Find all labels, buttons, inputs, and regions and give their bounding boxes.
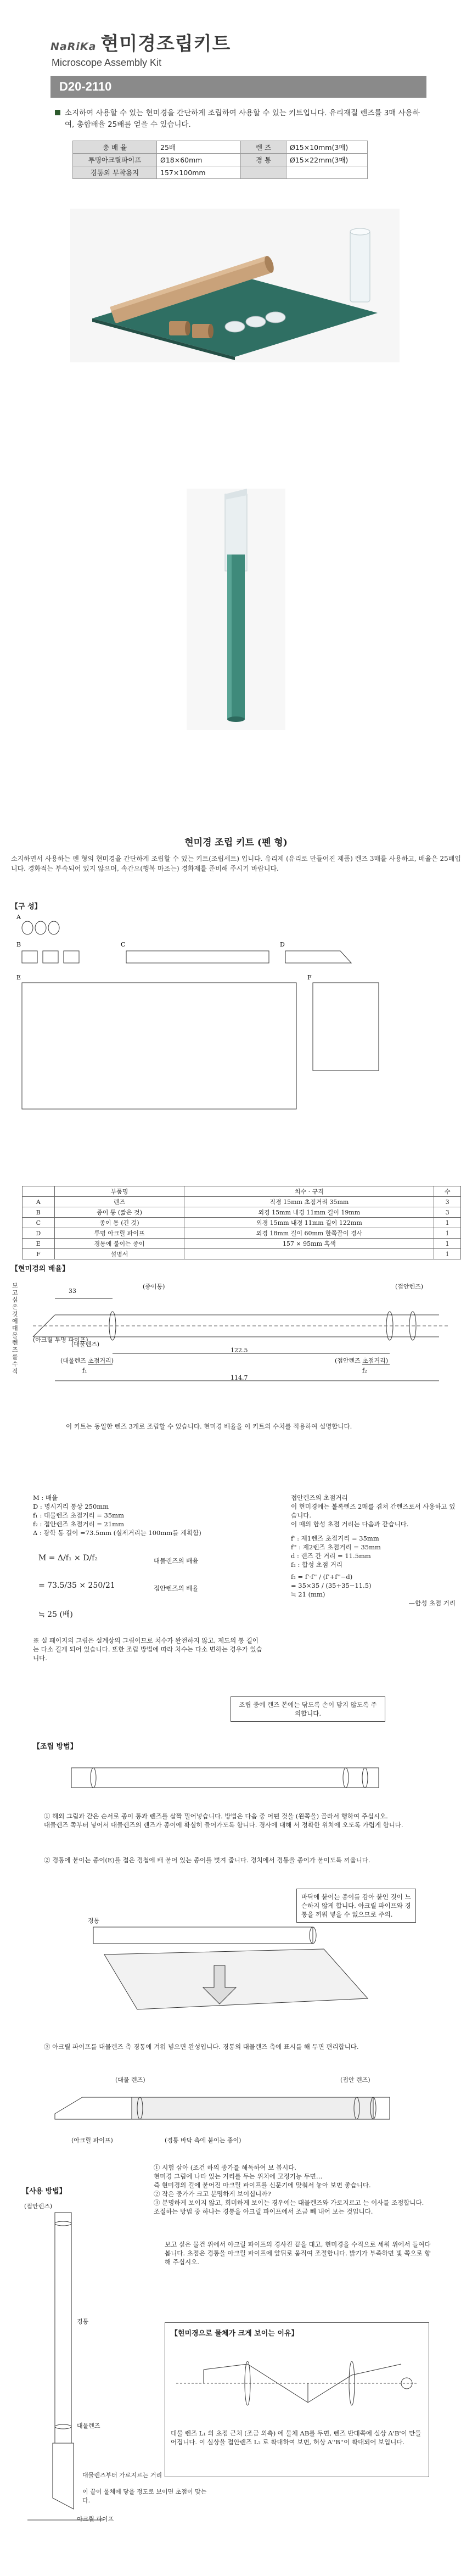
usage-label-eyepiece: (접안렌즈) xyxy=(24,2203,53,2210)
optics-box-text: 대물 렌즈 L₁ 의 초점 근처 (조금 외측) 에 물체 AB를 두면, 렌즈 반대쪽에 실상 A'B'이 만들어집니다. 이 실상을 접안렌즈 L₂ 로 확대하여 보면, 허상 A''B''이 확대되어 보입니다. xyxy=(171,2429,422,2446)
spec-table xyxy=(72,141,368,179)
formula-def-line: f₁ : 대물렌즈 초점거리 = 35mm xyxy=(33,1511,124,1519)
parts-cell: E xyxy=(23,1239,55,1249)
parts-cell xyxy=(184,1249,434,1259)
parts-table-header xyxy=(23,1186,461,1197)
parts-cell: 3 xyxy=(434,1207,461,1218)
caution-box: 조립 중에 렌즈 본에는 닦도록 손이 닿지 않도록 주의합니다. xyxy=(231,1696,385,1722)
assembled-illustration xyxy=(49,2081,423,2141)
glue-callout: 바닥에 붙이는 종이를 감아 붙인 것이 느슨하지 않게 합니다. 아크릴 파이프와 경통을 끼워 넣을 수 없으므로 주의. xyxy=(296,1889,416,1923)
spec-row xyxy=(73,141,368,154)
spec-key xyxy=(241,166,286,179)
parts-cell: C xyxy=(23,1218,55,1228)
spec-key: 총 배 율 xyxy=(73,141,157,154)
spec-key: 투명아크릴파이프 xyxy=(73,154,157,166)
spec-value: Ø15×10mm(3매) xyxy=(286,141,368,154)
usage-microscope-illustration xyxy=(22,2202,110,2531)
assembly-step2-illustration xyxy=(82,1905,390,2026)
parts-cell: 1 xyxy=(434,1249,461,1259)
product-description xyxy=(55,108,423,131)
formula-right-line: 접안렌즈의 초점거리 xyxy=(291,1494,348,1502)
table-row xyxy=(23,1207,461,1218)
parts-cell: 종이 통 (짧은 것) xyxy=(54,1207,184,1218)
brand-logo: NaRiKa xyxy=(50,41,97,53)
usage-label-pipe: 아크릴 파이프 xyxy=(77,2516,114,2523)
product-name: 현미경조립키트 xyxy=(100,33,231,55)
label-obj-step3: (대물 렌즈) xyxy=(115,2076,145,2084)
parts-col-header: 부품명 xyxy=(54,1186,184,1197)
svg-text:E: E xyxy=(16,974,21,981)
step1b-text: 대물렌즈 쪽부터 넣어서 대물렌즈의 렌즈가 종이에 확실히 들어가도록 합니다. 경사에 대해 서 정확한 위치에 오도록 가렵게 합니다. xyxy=(44,1821,403,1829)
usage-note-focus: 이 끝이 물체에 닿을 정도로 보이면 초점이 맞는다. xyxy=(82,2488,207,2504)
composition-header: 【구 성】 xyxy=(11,903,42,911)
table-row xyxy=(23,1197,461,1207)
parts-illustration xyxy=(11,911,461,1175)
parts-cell: 1 xyxy=(434,1218,461,1228)
diagram-header: 【현미경의 배율】 xyxy=(11,1265,69,1273)
label-pipe: (아크릴 투명 파이프) xyxy=(33,1336,88,1343)
assembled-microscope-photo xyxy=(187,489,285,730)
parts-cell: B xyxy=(23,1207,55,1218)
parts-cell: D xyxy=(23,1228,55,1239)
usage-label-tube: 경통 xyxy=(77,2318,89,2325)
spec-value: 25배 xyxy=(157,141,241,154)
parts-cell: 직경 15mm 초점거리 35mm xyxy=(184,1197,434,1207)
label-eyepiece: (접안렌즈) xyxy=(395,1283,424,1290)
usage-note-distance: 대물렌즈부터 가로지르는 거리 xyxy=(82,2472,162,2479)
formula-right-line: d : 렌즈 간 거리 = 11.5mm xyxy=(291,1552,371,1560)
parts-cell: 투명 아크릴 파이프 xyxy=(54,1228,184,1239)
parts-cell: 설명서 xyxy=(54,1249,184,1259)
usage-right-text: 보고 싶은 물건 위에서 아크릴 파이프의 경사진 끝을 대고, 현미경을 수직으로 세워 위에서 들여다봅니다. 초점은 경통을 아크릴 파이프에 앞뒤로 움직여 조절합니다. 밝기가 부족하면 빛 쪽으로 향해 주십시오. xyxy=(165,2241,431,2266)
optics-explanation-box xyxy=(165,2322,429,2477)
table-row xyxy=(23,1218,461,1228)
label-pipe-step3: (아크릴 파이프) xyxy=(71,2137,113,2144)
formula-eyepiece-block xyxy=(291,1493,456,1608)
table-row xyxy=(23,1228,461,1239)
product-code-bar: D20-2110 xyxy=(50,76,426,98)
parts-col-header: 치수 · 규격 xyxy=(184,1186,434,1197)
parts-cell: 외경 18mm 길이 60mm 한쪽끝이 경사 xyxy=(184,1228,434,1239)
parts-table xyxy=(22,1186,461,1259)
table-row xyxy=(23,1249,461,1259)
doc-title: 현미경 조립 키트 (펜 형) xyxy=(184,837,288,848)
usage-line: 즉 현미경의 길에 붙어진 아크릴 파이프를 신문기에 맞춰서 놓아 보면 좋습니다. xyxy=(154,2181,371,2189)
formula-right-line: —합성 초점 거리 xyxy=(408,1599,456,1607)
formula-calc: = 73.5/35 × 250/21 xyxy=(38,1581,115,1590)
label-d2: 122.5 xyxy=(231,1347,248,1354)
formula-label-objective: 대물렌즈의 배율 xyxy=(154,1557,199,1565)
assembly-step3: ③ 아크릴 파이프를 대물렌즈 측 경통에 겨워 넣으면 완성입니다. 경통의 대물렌즈 측에 표시를 해 두면 편리합니다. xyxy=(44,2043,359,2051)
usage-steps xyxy=(154,2163,439,2216)
svg-text:C: C xyxy=(121,941,126,948)
spec-value xyxy=(286,166,368,179)
spec-key: 경통외 부착용지 xyxy=(73,166,157,179)
parts-cell: 3 xyxy=(434,1197,461,1207)
kit-parts-photo xyxy=(70,209,400,362)
optics-ray-diagram xyxy=(171,2342,423,2424)
formula-label-eyepiece: 접안렌즈의 배율 xyxy=(154,1584,199,1592)
bullet-icon xyxy=(55,110,60,115)
parts-cell: 외경 15mm 내경 11mm 길이 19mm xyxy=(184,1207,434,1218)
formula-right-line: ≒ 21 (mm) xyxy=(291,1591,325,1598)
usage-line: ③ 분명하게 보이지 않고, 희미하게 보이는 경우에는 대물렌즈와 가로지르고 는 이사를 조정합니다. xyxy=(154,2199,424,2207)
formula-def-line: Δ : 광학 통 길이 =73.5mm (실제거리는 100mm를 계획함) xyxy=(33,1529,201,1537)
parts-cell: 렌즈 xyxy=(54,1197,184,1207)
usage-line: 현미경 그림에 나타 있는 거리를 두는 위치에 고정기능 두면… xyxy=(154,2172,323,2180)
parts-cell: 경통에 붙이는 종이 xyxy=(54,1239,184,1249)
usage-label-objective: 대물렌즈 xyxy=(77,2422,100,2429)
parts-col-header xyxy=(23,1186,55,1197)
parts-cell: F xyxy=(23,1249,55,1259)
formula-right-line: = 35×35 / (35+35−11.5) xyxy=(291,1582,372,1589)
formula-right-line: 이 현미경에는 볼록렌즈 2매를 겹쳐 간렌즈로서 사용하고 있습니다. xyxy=(291,1503,456,1519)
assembly-step1 xyxy=(44,1812,428,1829)
svg-text:D: D xyxy=(280,941,285,948)
product-title xyxy=(50,29,231,55)
formula-right-line: f'' : 제2렌즈 초점거리 = 35mm xyxy=(291,1543,381,1551)
usage-line: ① 시험 삼아 (조건 하의 종가를 해독하여 보 봅시다. xyxy=(154,2164,296,2171)
svg-text:B: B xyxy=(16,941,21,948)
usage-line: ② 작은 중가가 크고 분명하게 보이십니까? xyxy=(154,2190,271,2198)
table-row xyxy=(23,1239,461,1249)
spec-value: Ø15×22mm(3매) xyxy=(286,154,368,166)
parts-cell: 1 xyxy=(434,1228,461,1239)
product-subtitle: Microscope Assembly Kit xyxy=(52,57,162,68)
label-obj-focal: (대물렌즈 초점거리) xyxy=(60,1357,114,1364)
formula-right-line: 이 때의 합성 초점 거리는 다음과 같습니다. xyxy=(291,1520,409,1528)
label-eye-focal: (접안렌즈 초점거리) xyxy=(335,1357,389,1364)
parts-cell: 외경 15mm 내경 11mm 길이 122mm xyxy=(184,1218,434,1228)
formula-main: M = Δ/f₁ × D/f₂ xyxy=(38,1554,98,1563)
assembly-header: 【조립 방법】 xyxy=(33,1743,77,1751)
parts-cell: 1 xyxy=(434,1239,461,1249)
label-f1: f₁ xyxy=(82,1367,87,1374)
svg-text:F: F xyxy=(307,974,312,981)
label-objective-lens: (대물렌즈) xyxy=(71,1341,100,1348)
spec-row xyxy=(73,166,368,179)
formula-definitions xyxy=(33,1493,214,1537)
parts-cell: 157 × 95mm 흑색 xyxy=(184,1239,434,1249)
label-d3: 114.7 xyxy=(231,1374,248,1381)
spec-key: 경 통 xyxy=(241,154,286,166)
formula-right-line: f₂ : 합성 초점 거리 xyxy=(291,1561,343,1569)
spec-value: 157×100mm xyxy=(157,166,241,179)
label-eye-step3: (접안 렌즈) xyxy=(340,2076,370,2084)
doc-intro: 소지하면서 사용하는 펜 형의 현미경을 간단하게 조립할 수 있는 키트(조립세트) 입니다. 유리제 (유리로 만들어진 제품) 렌즈 3매를 사용하고, 배율은 25배입니다. 경화적는 부속되어 있지 않으며, 속간으(행복 마조는) 경화제를 준비해 주시기 바랍니다. xyxy=(11,855,461,872)
usage-header: 【사용 방법】 xyxy=(22,2187,66,2196)
description-text: 소지하여 사용할 수 있는 현미경을 간단하게 조립하여 사용할 수 있는 키트입니다. 유리재질 렌즈를 3매 사용하여, 총합배율 25배를 얻을 수 있습니다. xyxy=(65,109,420,129)
usage-line: 조절하는 방법 중 하나는 경통을 아크릴 파이프에서 조금 빼 내어 보는 것입니다. xyxy=(154,2208,373,2215)
formula-def-line: M : 배율 xyxy=(33,1494,58,1502)
assembly-step1-illustration xyxy=(60,1757,401,1801)
parts-cell: A xyxy=(23,1197,55,1207)
label-objective: (종이통) xyxy=(143,1283,165,1290)
formula-right-line: f' : 제1렌즈 초점거리 = 35mm xyxy=(291,1535,379,1542)
diagram-side-text: 보고싶은것에대물렌즈를수직 xyxy=(12,1282,18,1375)
formula-def-line: f₂ : 접안렌즈 초점거리 = 21mm xyxy=(33,1520,124,1528)
label-mark-step3: (경통 바닥 측에 붙이는 종이) xyxy=(165,2137,241,2144)
label-f2: f₂ xyxy=(362,1367,367,1374)
spec-row xyxy=(73,154,368,166)
svg-text:A: A xyxy=(16,914,21,921)
spec-value: Ø18×60mm xyxy=(157,154,241,166)
parts-cell: 종이 통 (긴 것) xyxy=(54,1218,184,1228)
optics-box-title: 【현미경으로 물체가 크게 보이는 이유】 xyxy=(171,2329,299,2338)
step1-text: ① 해외 그림과 같은 순서로 종이 통과 렌즈를 살짝 밀어넣습니다. 방법은 다음 중 어떤 것을 (왼쪽을) 골라서 행하여 주십시오. xyxy=(44,1812,388,1820)
parts-col-header: 수 xyxy=(434,1186,461,1197)
formula-result: ≒ 25 (배) xyxy=(38,1610,73,1619)
assembly-step2: ② 경통에 붙이는 종이(E)를 접은 경첩에 배 붙어 있는 종이를 벗겨 줍니다. 경치에서 경통을 종이가 붙이도록 끼웁니다. xyxy=(44,1856,370,1864)
spec-key: 렌 즈 xyxy=(241,141,286,154)
label-d1: 33 xyxy=(69,1287,76,1295)
label-tube-step2: 경통 xyxy=(88,1917,100,1924)
formula-right-line: f₂ = f'·f'' / (f'+f''−d) xyxy=(291,1573,353,1581)
formula-def-line: D : 명시거리 통상 250mm xyxy=(33,1503,109,1510)
diagram-caption: 이 키트는 동일한 렌즈 3개로 조립할 수 있습니다. 현미경 배율을 이 키트의 수치를 적용하여 설명합니다. xyxy=(66,1423,352,1430)
formula-note: ※ 실 페이지의 그림은 설계상의 그림이므로 치수가 완전하지 않고, 제도의 통 길이는 다소 길게 되어 있습니다. 또한 조립 방법에 따라 치수는 다소 변하는 경우가 있습니다. xyxy=(33,1637,262,1662)
